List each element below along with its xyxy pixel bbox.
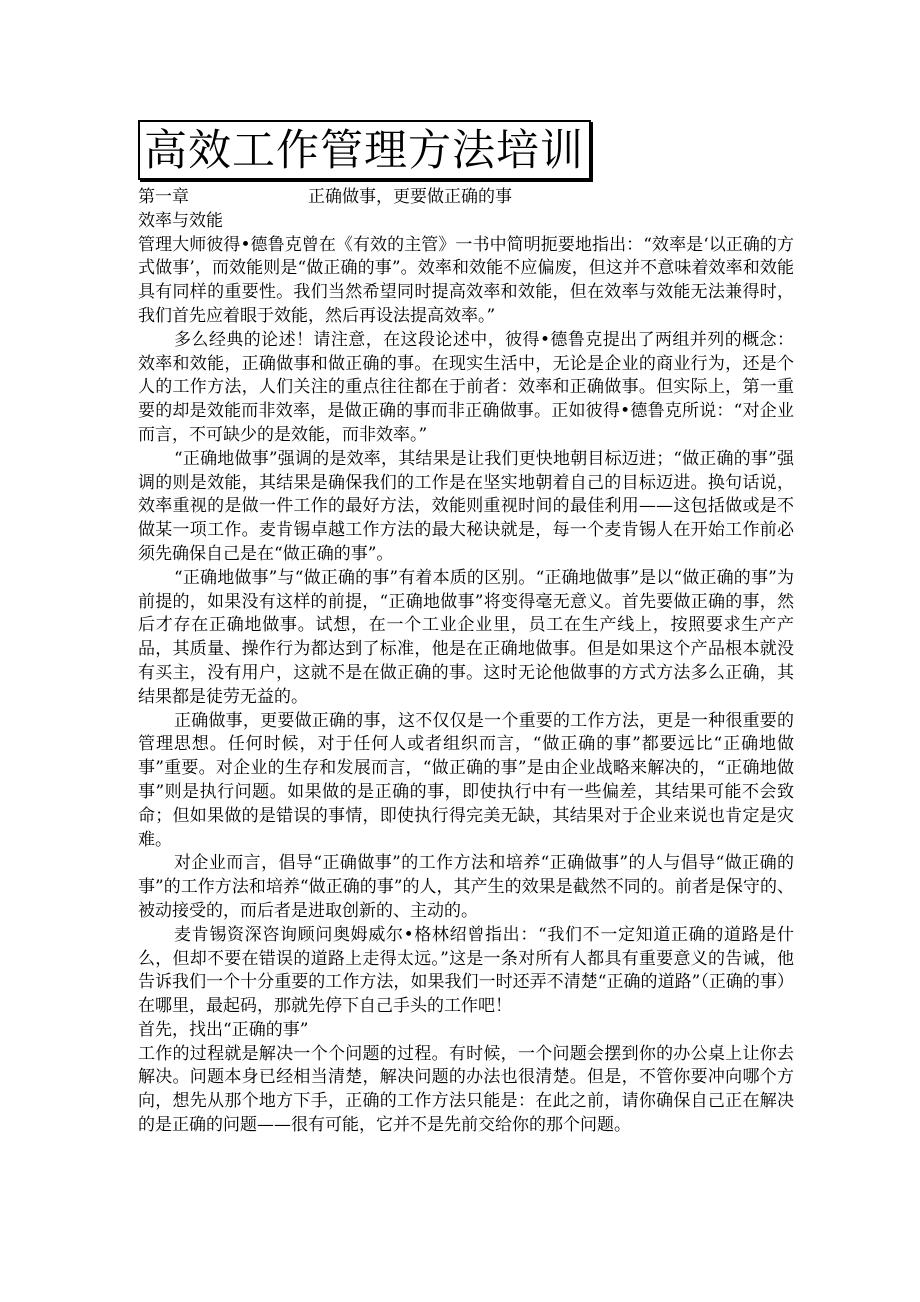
paragraph-8: 工作的过程就是解决一个个问题的过程。有时候，一个问题会摆到你的办公桌上让你去解决。问题本身已经相当清楚，解决问题的办法也很清楚。但是，不管你要冲向哪个方向，想先从那个地方下手，正确的工作方法只能是：在此之前，请你确保自己正在解决的是正确的问题——很有可能，它并不是先前交给你的那个问题。 xyxy=(138,1043,794,1136)
paragraph-3: “正确地做事”强调的是效率，其结果是让我们更快地朝目标迈进；“做正确的事”强调的则是效能，其结果是确保我们的工作是在坚实地朝着自己的目标迈进。换句话说，效率重视的是做一件工作的最好方法，效能则重视时间的最佳利用——这包括做或是不做某一项工作。麦肯锡卓越工作方法的最大秘诀就是，每一个麦肯锡人在开始工作前必须先确保自己是在“做正确的事”。 xyxy=(138,448,794,564)
subsection-heading: 首先，找出“正确的事” xyxy=(138,1019,309,1040)
paragraph-7: 麦肯锡资深咨询顾问奥姆威尔•格林绍曾指出：“我们不一定知道正确的道路是什么，但却不要在错误的道路上走得太远。”这是一条对所有人都具有重要意义的告诫，他告诉我们一个十分重要的工作方法，如果我们一时还弄不清楚“正确的道路”（正确的事）在哪里，最起码，那就先停下自己手头的工作吧！ xyxy=(138,924,794,1017)
paragraph-1: 管理大师彼得•德鲁克曾在《有效的主管》一书中简明扼要地指出：“效率是‘以正确的方式做事’，而效能则是“做正确的事”。效率和效能不应偏废，但这并不意味着效率和效能具有同样的重要性。我们当然希望同时提高效率和效能，但在效率与效能无法兼得时，我们首先应着眼于效能，然后再设法提高效率。” xyxy=(138,234,794,326)
chapter-line xyxy=(138,186,794,210)
document-page xyxy=(138,120,794,1138)
paragraph-6: 对企业而言，倡导“正确做事”的工作方法和培养“正确做事”的人与倡导“做正确的事”的工作方法和培养“做正确的事”的人，其产生的效果是截然不同的。前者是保守的、被动接受的，而后者是进取创新的、主动的。 xyxy=(138,853,794,921)
paragraph-5: 正确做事，更要做正确的事，这不仅仅是一个重要的工作方法，更是一种很重要的管理思想。任何时候，对于任何人或者组织而言，“做正确的事”都要远比“正确地做事”重要。对企业的生存和发展而言，“做正确的事”是由企业战略来解决的，“正确地做事”则是执行问题。如果做的是正确的事，即使执行中有一些偏差，其结果可能不会致命；但如果做的是错误的事情，即使执行得完美无缺，其结果对于企业来说也肯定是灾难。 xyxy=(138,710,794,850)
chapter-heading: 正确做事，更要做正确的事 xyxy=(308,187,512,207)
section-heading: 效率与效能 xyxy=(138,210,223,231)
paragraph-2: 多么经典的论述！请注意，在这段论述中，彼得•德鲁克提出了两组并列的概念：效率和效能，正确做事和做正确的事。在现实生活中，无论是企业的商业行为，还是个人的工作方法，人们关注的重点往往都在于前者：效率和正确做事。但实际上，第一重要的却是效能而非效率，是做正确的事而非正确做事。正如彼得•德鲁克所说：“对企业而言，不可缺少的是效能，而非效率。” xyxy=(138,329,794,445)
document-title: 高效工作管理方法培训 xyxy=(138,120,591,180)
chapter-number: 第一章 xyxy=(138,187,189,207)
paragraph-4: “正确地做事”与“做正确的事”有着本质的区别。“正确地做事”是以“做正确的事”为前提的，如果没有这样的前提，“正确地做事”将变得毫无意义。首先要做正确的事，然后才存在正确地做事。试想，在一个工业企业里，员工在生产线上，按照要求生产产品，其质量、操作行为都达到了标准，他是在正确地做事。但是如果这个产品根本就没有买主，没有用户，这就不是在做正确的事。这时无论他做事的方式方法多么正确，其结果都是徒劳无益的。 xyxy=(138,567,794,707)
